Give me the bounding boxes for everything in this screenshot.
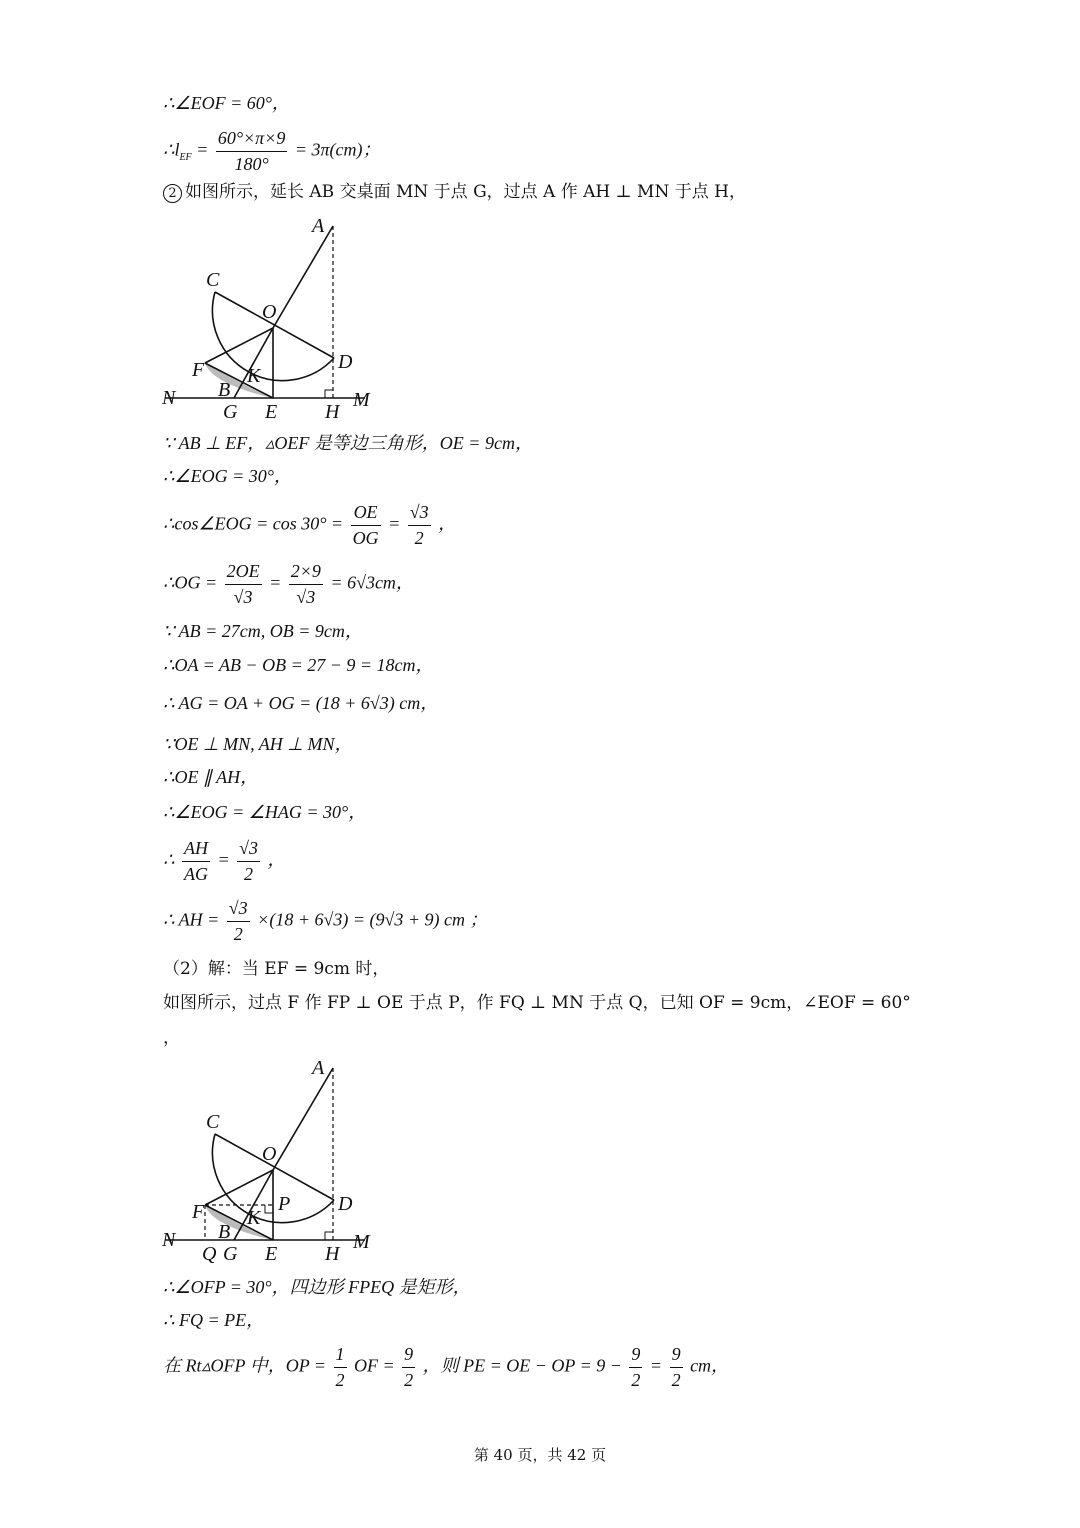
og-result: = 6√3cm， (330, 572, 414, 593)
line-og-value (163, 561, 414, 607)
num-2oe: 2OE (225, 561, 262, 585)
frac-ah-ag (182, 838, 210, 884)
frac-9-2-c (670, 1344, 683, 1390)
figure-1 (160, 212, 400, 429)
figure-2-svg (160, 1054, 400, 1270)
num-oe: OE (351, 502, 381, 526)
equals-sign: = (388, 513, 401, 534)
line-ab-ob: ∵ AB = 27cm, OB = 9cm， (163, 621, 363, 641)
label-m-2: M (353, 1231, 370, 1253)
num-2x9: 2×9 (289, 561, 323, 585)
pe-unit: cm， (690, 1355, 730, 1376)
line-trailing-comma: ， (163, 1028, 180, 1048)
num-9-c: 9 (670, 1344, 683, 1368)
line-cos-eog (163, 502, 456, 548)
label-o: O (262, 301, 277, 323)
ah-result: ×(18 + 6√3) = (9√3 + 9) cm ； (257, 909, 488, 930)
segment-oa (273, 226, 333, 328)
den-2: 2 (414, 527, 424, 548)
arc-subscript: EF (179, 151, 192, 163)
label-c-2: C (206, 1111, 220, 1133)
label-k-2: K (247, 1207, 261, 1229)
circled-number: 2 (163, 184, 182, 203)
line-eog-30: ∴∠EOG = 30°， (163, 466, 292, 486)
equals-sign: = (217, 849, 230, 870)
right-angle-h-2 (325, 1232, 333, 1240)
arc-length-symbol: ∴l (163, 139, 180, 160)
frac-1-2 (334, 1344, 347, 1390)
line-ab-perp-ef: ∵ AB ⊥ EF，▵OEF 是等边三角形，OE = 9cm， (163, 433, 533, 453)
label-h-2: H (325, 1243, 340, 1265)
label-c: C (206, 269, 220, 291)
den-2-f: 2 (631, 1369, 641, 1390)
num-1: 1 (334, 1344, 347, 1368)
line-part-2: （2）解：当 EF = 9cm 时， (163, 959, 390, 979)
label-q: Q (202, 1243, 217, 1265)
of-equals: OF = (354, 1355, 395, 1376)
line-oe-parallel-ah: ∴OE ∥ AH， (163, 767, 259, 787)
den-2-g: 2 (671, 1369, 681, 1390)
num-sqrt3-b: √3 (237, 838, 260, 862)
figure-1-svg (160, 212, 400, 424)
line-hag-30: ∴∠EOG = ∠HAG = 30°， (163, 802, 367, 822)
den-2-d: 2 (335, 1369, 345, 1390)
label-a-2: A (312, 1057, 325, 1079)
right-angle-h (325, 390, 333, 398)
line-arc-length (163, 128, 380, 174)
frac-oe-og (351, 502, 381, 548)
label-f-2: F (192, 1201, 205, 1223)
den-2-c: 2 (233, 923, 243, 944)
label-k: K (247, 365, 261, 387)
og-lhs: ∴OG = (163, 572, 218, 593)
line-ah-ag-ratio (163, 838, 286, 884)
num-9-b: 9 (629, 1344, 642, 1368)
construction-text: 如图所示，延长 AB 交桌面 MN 于点 G，过点 A 作 AH ⊥ MN 于点 H， (185, 182, 746, 202)
frac-sqrt3-2-b (237, 838, 260, 884)
op-lhs: 在 Rt▵OFP 中，OP = (163, 1355, 327, 1376)
chord-ef (205, 363, 273, 398)
num-sqrt3-c: √3 (227, 898, 250, 922)
label-g: G (223, 401, 238, 423)
line-fq-pe: ∴ FQ = PE， (163, 1310, 265, 1330)
label-p: P (278, 1193, 291, 1215)
label-d-2: D (338, 1193, 353, 1215)
ah-lhs: ∴ AH = (163, 909, 220, 930)
arc-result: = 3π(cm)； (294, 139, 381, 160)
label-b: B (218, 379, 231, 401)
num-9-a: 9 (402, 1344, 415, 1368)
therefore: ∴ (163, 849, 175, 870)
line-ag: ∴ AG = OA + OG = (18 + 6√3) cm， (163, 693, 439, 713)
line-pe-value (163, 1344, 729, 1390)
frac-2oe-sqrt3 (225, 561, 262, 607)
frac-2x9-sqrt3 (289, 561, 323, 607)
num-sqrt3: √3 (408, 502, 431, 526)
line-oa: ∴OA = AB − OB = 27 − 9 = 18cm， (163, 655, 434, 675)
arc-numerator: 60°×π×9 (216, 128, 288, 152)
label-d: D (338, 351, 353, 373)
cos-lhs: ∴cos∠EOG = cos 30° = (163, 513, 344, 534)
frac-9-2-a (402, 1344, 415, 1390)
label-f: F (192, 359, 205, 381)
comma: ， (267, 849, 286, 870)
equals-sign: = (269, 572, 282, 593)
right-angle-p (265, 1205, 273, 1213)
label-h: H (325, 401, 340, 423)
label-n: N (162, 387, 176, 409)
comma: ， (438, 513, 457, 534)
den-2-e: 2 (404, 1369, 414, 1390)
label-n-2: N (162, 1229, 176, 1251)
den-2-b: 2 (244, 863, 254, 884)
arc-fraction (216, 128, 288, 174)
label-e-2: E (265, 1243, 278, 1265)
label-g-2: G (223, 1243, 238, 1265)
line-oe-ah-perp: ∵OE ⊥ MN, AH ⊥ MN， (163, 734, 353, 754)
num-ah: AH (182, 838, 210, 862)
equals-sign: = (196, 139, 209, 160)
page-footer: 第 40 页，共 42 页 (473, 1446, 607, 1464)
line-ah-value (163, 898, 487, 944)
frac-9-2-b (629, 1344, 642, 1390)
label-m: M (353, 389, 370, 411)
label-e: E (265, 401, 278, 423)
line-construction-1 (163, 184, 746, 203)
segment-oa-2 (273, 1068, 333, 1170)
line-eof-60: ∴∠EOF = 60°， (163, 93, 290, 113)
label-a: A (312, 215, 325, 237)
equals-sign: = (649, 1355, 663, 1376)
den-ag: AG (183, 863, 208, 884)
chord-ef-2 (205, 1205, 273, 1240)
pe-expression: ，则 PE = OE − OP = 9 − (422, 1355, 622, 1376)
label-b-2: B (218, 1221, 231, 1243)
den-sqrt3-b: √3 (296, 586, 316, 607)
label-o-2: O (262, 1143, 277, 1165)
den-sqrt3: √3 (233, 586, 253, 607)
den-og: OG (352, 527, 379, 548)
line-construction-2: 如图所示，过点 F 作 FP ⊥ OE 于点 P，作 FQ ⊥ MN 于点 Q，已知 OF = 9cm，∠EOF = 60° (163, 993, 911, 1013)
figure-2 (160, 1054, 400, 1275)
frac-sqrt3-2 (408, 502, 431, 548)
arc-denominator: 180° (234, 153, 269, 174)
line-ofp-30: ∴∠OFP = 30°，四边形 FPEQ 是矩形， (163, 1277, 471, 1297)
frac-sqrt3-2-c (227, 898, 250, 944)
